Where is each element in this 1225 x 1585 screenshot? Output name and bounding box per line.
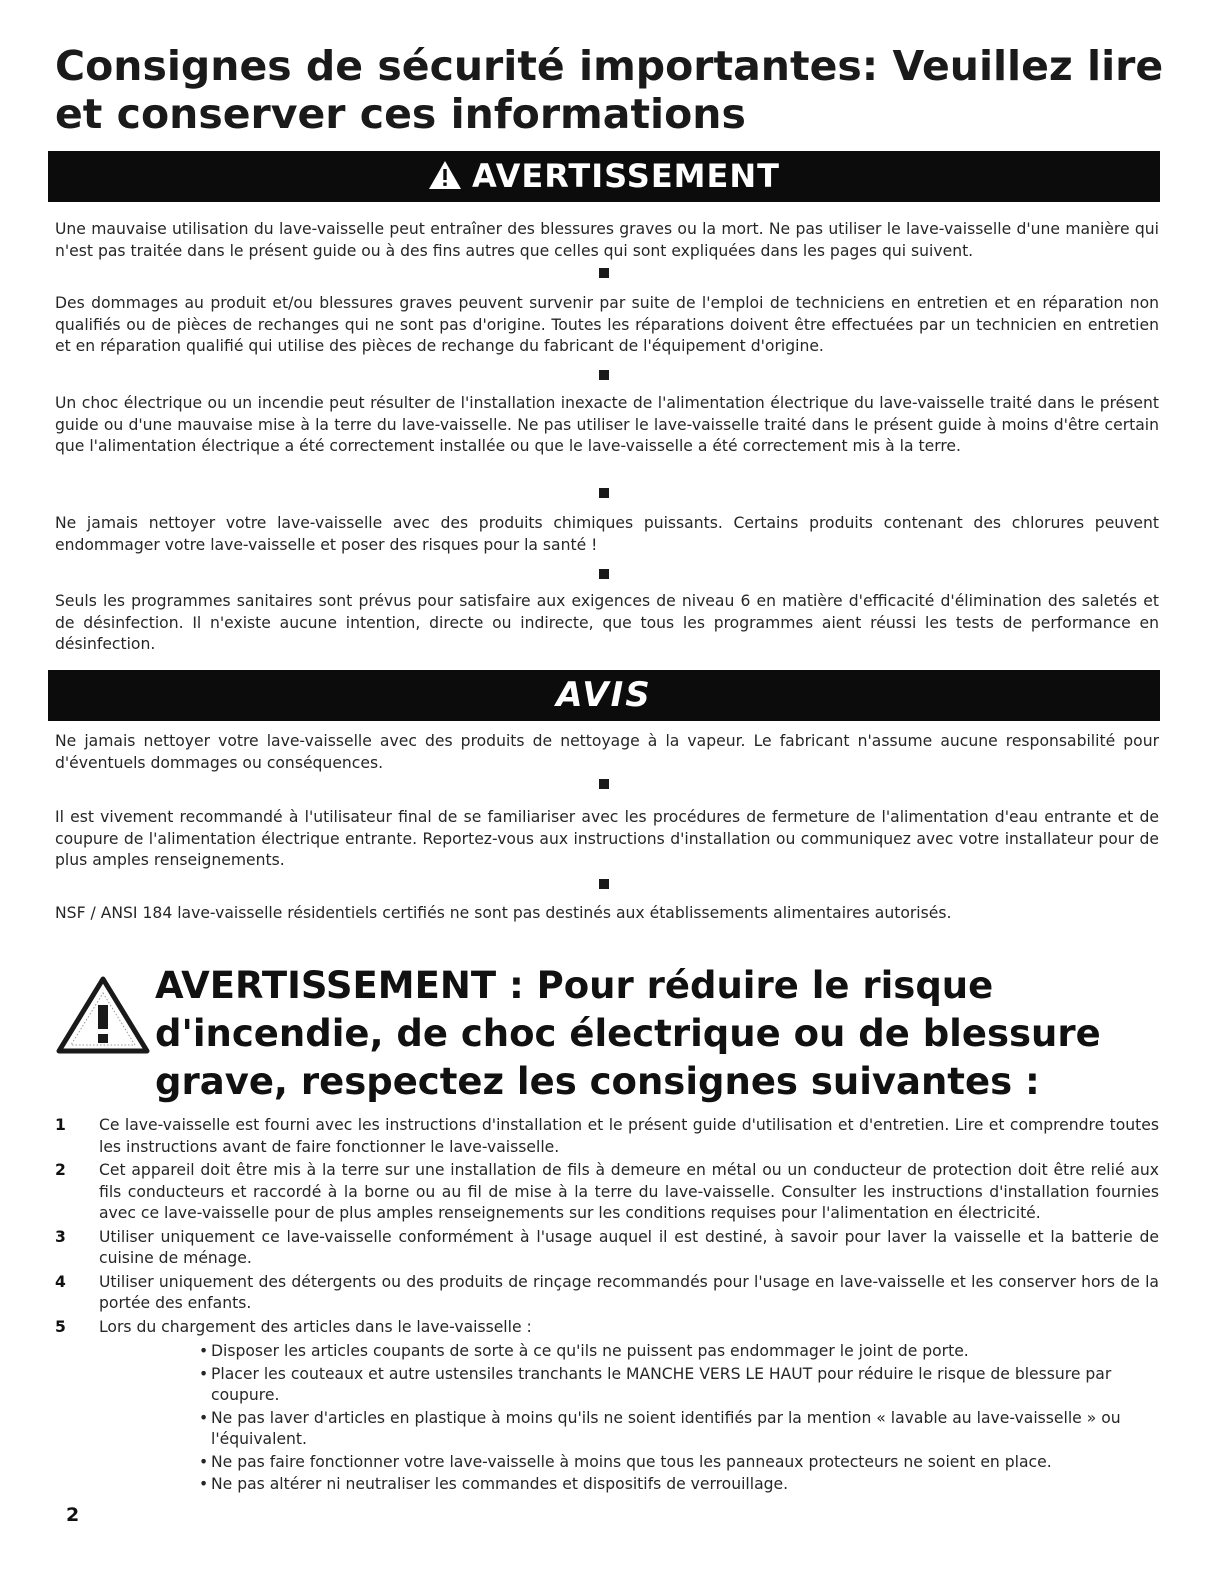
page-title: Consignes de sécurité importantes: Veuillez lire et conserver ces informations [55, 42, 1164, 138]
notice-banner [48, 670, 1160, 721]
sublist-item: • Ne pas faire fonctionner votre lave-vaisselle à moins que tous les panneaux protecteurs ne soient en place. [199, 1452, 1159, 1474]
list-item-text: Utiliser uniquement ce lave-vaisselle conformément à l'usage auquel il est destiné, à savoir pour laver la vaisselle et la batterie de cuisine de ménage. [99, 1227, 1159, 1267]
list-item-text: Lors du chargement des articles dans le lave-vaisselle : [99, 1317, 532, 1336]
list-item [55, 1160, 1159, 1225]
list-item-number: 3 [55, 1227, 66, 1246]
sublist-item: • Ne pas laver d'articles en plastique à moins qu'ils ne soient identifiés par la mention « lavable au lave-vaisselle » ou l'équivalent. [199, 1408, 1159, 1451]
separator-square [599, 268, 609, 278]
warning-paragraph: Une mauvaise utilisation du lave-vaisselle peut entraîner des blessures graves ou la mort. Ne pas utiliser le lave-vaisselle d'une manière qui n'est pas traitée dans le présent guide ou à des fins autres que celles qui sont expliquées dans les pages qui suivent. [55, 220, 1159, 260]
list-item-text: Utiliser uniquement des détergents ou des produits de rinçage recommandés pour l'usage en lave-vaisselle et les conserver hors de la portée des enfants. [99, 1272, 1159, 1312]
warning-banner-label: AVERTISSEMENT [472, 157, 780, 195]
sublist-item: • Disposer les articles coupants de sorte à ce qu'ils ne puissent pas endommager le joint de porte. [199, 1341, 1159, 1363]
notice-banner-label: AVIS [556, 675, 652, 715]
sublist-item: • Placer les couteaux et autre ustensiles tranchants le MANCHE VERS LE HAUT pour réduire le risque de blessure par coupure. [199, 1364, 1159, 1407]
separator-square [599, 569, 609, 579]
list-item [55, 1272, 1159, 1315]
list-item-number: 5 [55, 1317, 66, 1336]
notice-paragraph: Il est vivement recommandé à l'utilisateur final de se familiariser avec les procédures de fermeture de l'alimentation d'eau entrante et de coupure de l'alimentation électrique entrante. Reportez-vous aux instructions d'installation ou communiquez avec votre installateur pour de plus amples renseignements. [55, 808, 1159, 869]
list-item [55, 1227, 1159, 1270]
list-item [55, 1317, 1159, 1496]
separator-square [599, 370, 609, 380]
notice-paragraph: NSF / ANSI 184 lave-vaisselle résidentiels certifiés ne sont pas destinés aux établissements alimentaires autorisés. [55, 904, 952, 922]
list-item-text: Ce lave-vaisselle est fourni avec les instructions d'installation et le présent guide d'utilisation et d'entretien. Lire et comprendre toutes les instructions avant de faire fonctionner le lave-vaisselle. [99, 1116, 1159, 1156]
warning-paragraph: Des dommages au produit et/ou blessures graves peuvent survenir par suite de l'emploi de techniciens en entretien et en réparation non qualifiés ou de pièces de rechanges qui ne sont pas d'origine. Toutes les réparations doivent être effectuées par un technicien en entretien et en réparation qualifié qui utilise des pièces de rechange du fabricant de l'équipement d'origine. [55, 294, 1159, 355]
warning-paragraph: Ne jamais nettoyer votre lave-vaisselle avec des produits chimiques puissants. Certains produits contenant des chlorures peuvent endommager votre lave-vaisselle et poser des risques pour la santé ! [55, 514, 1159, 554]
loading-sublist [199, 1341, 1159, 1496]
warning-banner [48, 151, 1160, 202]
list-item-number: 2 [55, 1161, 66, 1179]
sublist-item: • Ne pas altérer ni neutraliser les commandes et dispositifs de verrouillage. [199, 1474, 1159, 1496]
warning-triangle-icon [428, 160, 462, 190]
list-item [55, 1115, 1159, 1158]
page-number: 2 [66, 1504, 80, 1526]
fire-warning-heading: AVERTISSEMENT : Pour réduire le risque d'incendie, de choc électrique ou de blessure grave, respectez les consignes suivantes : [155, 964, 1101, 1103]
separator-square [599, 779, 609, 789]
warning-triangle-icon [55, 975, 151, 1055]
list-item-number: 4 [55, 1272, 66, 1291]
warning-paragraph: Seuls les programmes sanitaires sont prévus pour satisfaire aux exigences de niveau 6 en matière d'efficacité d'élimination des saletés et de désinfection. Il n'existe aucune intention, directe ou indirecte, que tous les programmes aient réussi les tests de performance en désinfection. [55, 592, 1159, 653]
separator-square [599, 879, 609, 889]
warning-paragraph: Un choc électrique ou un incendie peut résulter de l'installation inexacte de l'alimentation électrique du lave-vaisselle traité dans le présent guide ou d'une mauvaise mise à la terre du lave-vaisselle. Ne pas utiliser le lave-vaisselle traité dans le présent guide à moins d'être certain que l'alimentation électrique a été correctement installée ou que le lave-vaisselle a été correctement mis à la terre. [55, 394, 1159, 455]
notice-paragraph: Ne jamais nettoyer votre lave-vaisselle avec des produits de nettoyage à la vapeur. Le fabricant n'assume aucune responsabilité pour d'éventuels dommages ou conséquences. [55, 732, 1159, 772]
safety-instructions-list [55, 1115, 1159, 1498]
list-item-text: Cet appareil doit être mis à la terre sur une installation de fils à demeure en métal ou un conducteur de protection doit être relié aux fils conducteurs et raccordé à la borne ou au fil de mise à la terre du lave-vaisselle. Consulter les instructions d'installation fournies avec ce lave-vaisselle pour de plus amples renseignements sur les conditions requises pour l'alimentation en électricité. [99, 1161, 1159, 1222]
separator-square [599, 488, 609, 498]
list-item-number: 1 [55, 1116, 66, 1134]
